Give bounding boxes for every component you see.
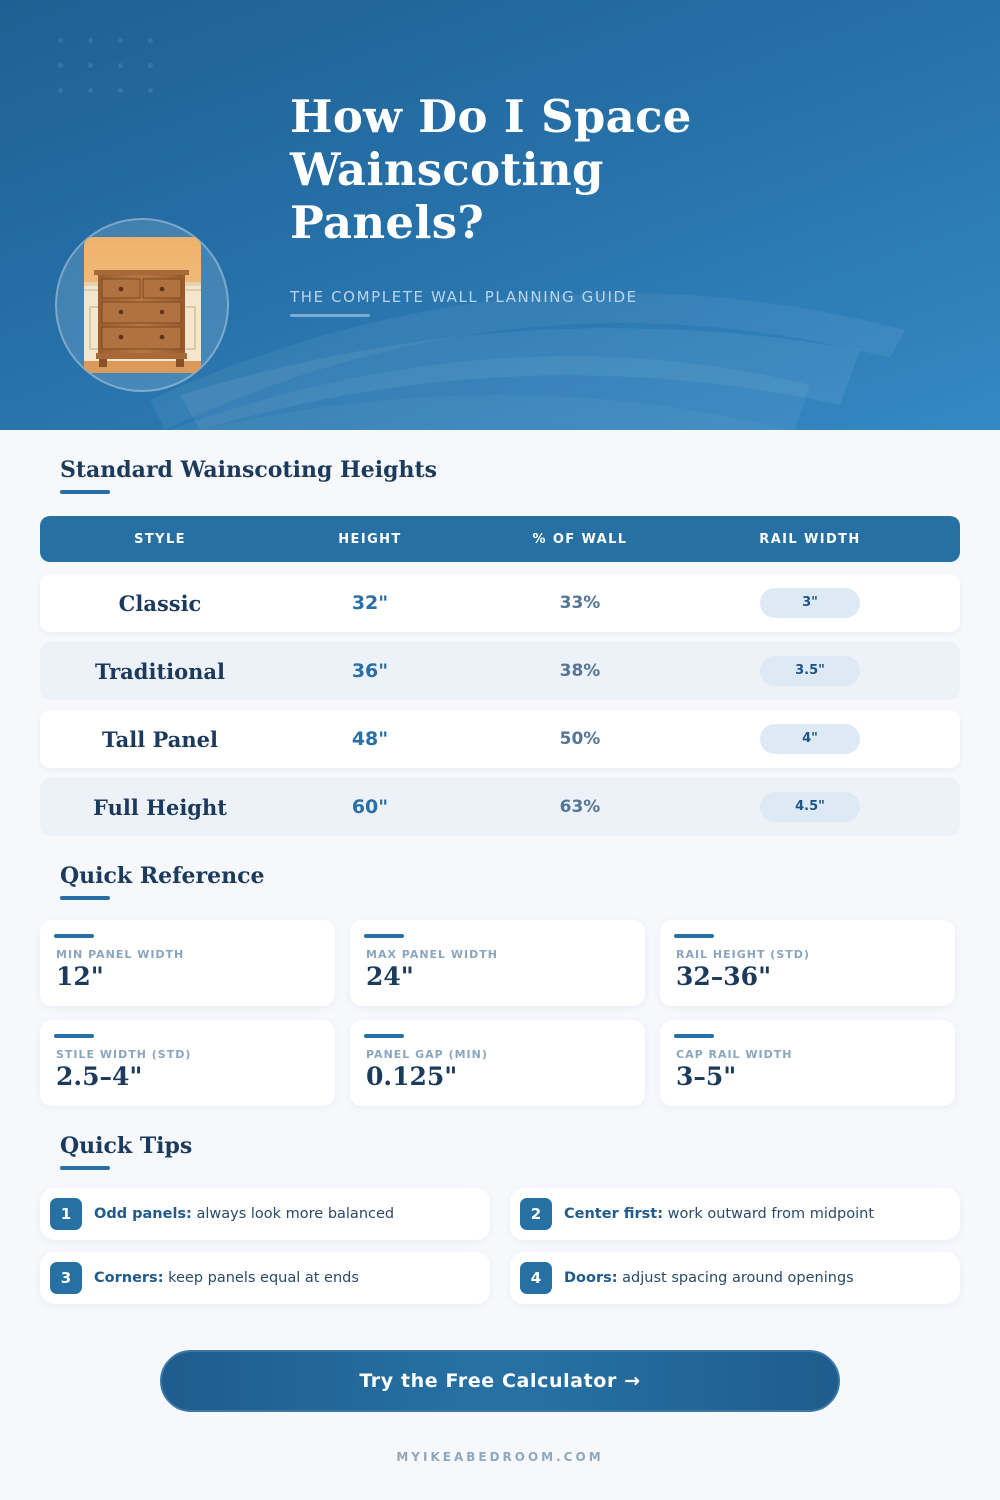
- style-cell: Full Height: [93, 794, 227, 820]
- tips-section-title: Quick Tips: [60, 1133, 193, 1159]
- card-accent: [674, 1034, 714, 1038]
- tip-number-badge: 1: [50, 1198, 82, 1230]
- card-accent: [364, 934, 404, 938]
- reference-card: [40, 1020, 335, 1106]
- reference-value: 12": [56, 962, 104, 991]
- card-accent: [674, 934, 714, 938]
- rail-width-badge: 4": [760, 724, 860, 754]
- style-cell: Traditional: [95, 658, 225, 684]
- table-row: [40, 710, 960, 768]
- reference-section-title: Quick Reference: [60, 863, 265, 889]
- section-underline: [60, 1166, 110, 1170]
- reference-card: [660, 1020, 955, 1106]
- section-underline: [60, 896, 110, 900]
- rail-width-badge: 4.5": [760, 792, 860, 822]
- reference-label: RAIL HEIGHT (STD): [676, 948, 810, 961]
- tip-text: [94, 1206, 394, 1222]
- column-header-percent: % OF WALL: [532, 531, 628, 547]
- reference-label: MIN PANEL WIDTH: [56, 948, 185, 961]
- height-cell: 32": [351, 592, 389, 614]
- rail-width-badge: 3.5": [760, 656, 860, 686]
- table-row: [40, 574, 960, 632]
- tip-lead: Corners:: [94, 1270, 164, 1286]
- card-accent: [364, 1034, 404, 1038]
- style-cell: Classic: [118, 590, 202, 616]
- percent-cell: 33%: [559, 593, 601, 613]
- height-cell: 60": [351, 796, 389, 818]
- hero-banner: [0, 0, 1000, 430]
- tip-number-badge: 3: [50, 1262, 82, 1294]
- tip-lead: Odd panels:: [94, 1206, 192, 1222]
- tip-body: work outward from midpoint: [663, 1206, 875, 1222]
- subtitle-divider: [290, 314, 370, 317]
- tip-item: [40, 1188, 490, 1240]
- try-calculator-button[interactable]: Try the Free Calculator →: [160, 1350, 840, 1412]
- reference-card: [350, 920, 645, 1006]
- heights-section-title: Standard Wainscoting Heights: [60, 457, 438, 483]
- tip-item: [40, 1252, 490, 1304]
- tip-text: [564, 1206, 874, 1222]
- rail-width-badge: 3": [760, 588, 860, 618]
- tip-item: [510, 1188, 960, 1240]
- reference-card: [40, 920, 335, 1006]
- tip-body: keep panels equal at ends: [163, 1270, 359, 1286]
- height-cell: 48": [351, 728, 389, 750]
- percent-cell: 38%: [559, 661, 601, 681]
- reference-label: CAP RAIL WIDTH: [676, 1048, 793, 1061]
- tip-text: [94, 1270, 359, 1286]
- percent-cell: 50%: [559, 729, 601, 749]
- dot-pattern: [56, 36, 156, 96]
- page-subtitle: THE COMPLETE WALL PLANNING GUIDE: [290, 288, 638, 306]
- tip-item: [510, 1252, 960, 1304]
- reference-value: 32–36": [676, 962, 772, 991]
- dresser-illustration: [84, 237, 201, 373]
- reference-label: MAX PANEL WIDTH: [366, 948, 498, 961]
- card-accent: [54, 1034, 94, 1038]
- card-accent: [54, 934, 94, 938]
- reference-value: 2.5–4": [56, 1062, 143, 1091]
- page-title: How Do I Space Wainscoting Panels?: [290, 90, 692, 249]
- section-underline: [60, 490, 110, 494]
- reference-value: 3–5": [676, 1062, 737, 1091]
- percent-cell: 63%: [559, 797, 601, 817]
- column-header-style: STYLE: [134, 531, 186, 547]
- tip-body: adjust spacing around openings: [617, 1270, 854, 1286]
- style-cell: Tall Panel: [102, 726, 218, 752]
- reference-card: [350, 1020, 645, 1106]
- table-row: [40, 778, 960, 836]
- reference-value: 24": [366, 962, 414, 991]
- tip-number-badge: 4: [520, 1262, 552, 1294]
- reference-label: PANEL GAP (MIN): [366, 1048, 488, 1061]
- tip-text: [564, 1270, 854, 1286]
- footer-site-name: MYIKEABEDROOM.COM: [396, 1450, 604, 1464]
- tip-number-badge: 2: [520, 1198, 552, 1230]
- height-cell: 36": [351, 660, 389, 682]
- tip-lead: Center first:: [564, 1206, 664, 1222]
- tip-body: always look more balanced: [191, 1206, 395, 1222]
- reference-card: [660, 920, 955, 1006]
- dresser-icon: [84, 237, 201, 373]
- column-header-rail: RAIL WIDTH: [759, 531, 861, 547]
- table-row: [40, 642, 960, 700]
- column-header-height: HEIGHT: [338, 531, 402, 547]
- reference-value: 0.125": [366, 1062, 458, 1091]
- reference-label: STILE WIDTH (STD): [56, 1048, 192, 1061]
- table-header: [40, 516, 960, 562]
- tip-lead: Doors:: [564, 1270, 618, 1286]
